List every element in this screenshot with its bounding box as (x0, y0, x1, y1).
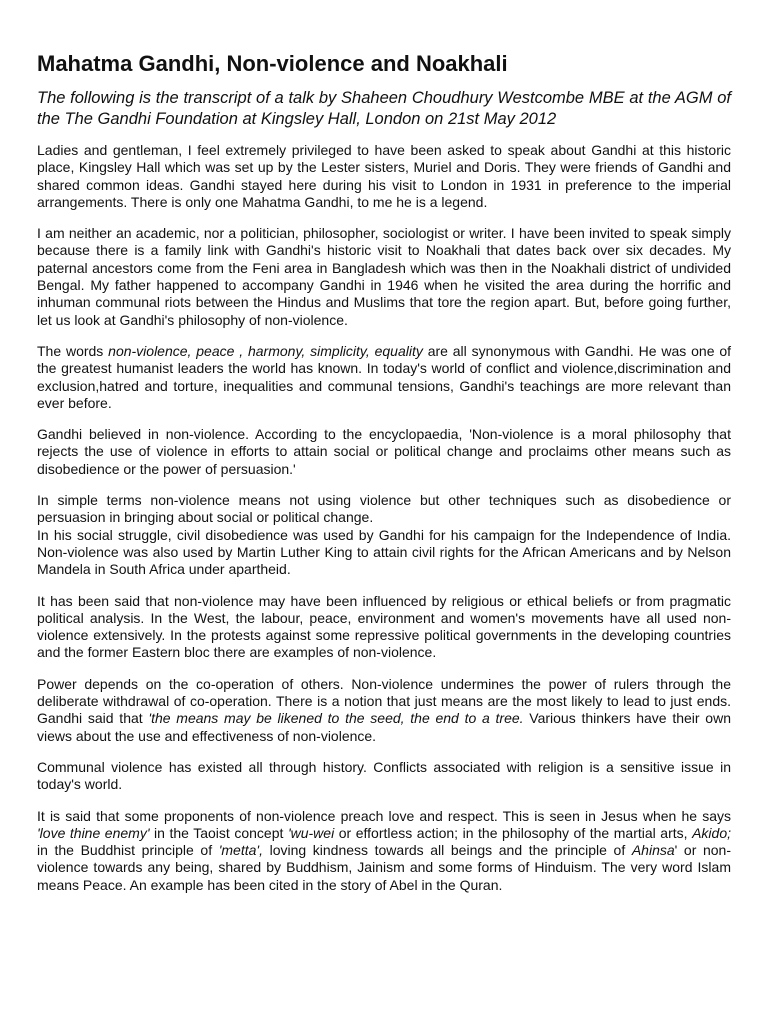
page-title: Mahatma Gandhi, Non-violence and Noakhali (37, 51, 508, 76)
paragraph-definition: Gandhi believed in non-violence. According to the encyclopaedia, 'Non-violence is a moral philosophy that rejects the use of violence in efforts to attain social or political change and proclaims other means such as disobedience or the power of persuasion.' (37, 426, 731, 477)
paragraph-influences: It has been said that non-violence may have been influenced by religious or ethical beliefs or from pragmatic political analysis. In the West, the labour, peace, environment and women's movements have all used non-violence extensively. In the protests against some repressive political governments in the developing countries and the former Eastern bloc there are examples of non-violence. (37, 592, 731, 661)
subtitle: The following is the transcript of a talk by Shaheen Choudhury Westcombe MBE at the AGM of the The Gandhi Foundation at Kingsley Hall, London on 21st May 2012 (37, 89, 731, 128)
paragraph-family-link: I am neither an academic, nor a politician, philosopher, sociologist or writer. I have been invited to speak simply because there is a family link with Gandhi's historic visit to Noakhali that dates back over six decades. My paternal ancestors come from the Feni area in Bangladesh which was then in the Noakhali district of undivided Bengal. My father happened to accompany Gandhi in 1946 when he visited the area during the horrific and inhuman communal riots between the Hindus and Muslims that tore the region apart. But, before going further, let us look at Gandhi's philosophy of non-violence. (37, 225, 731, 328)
paragraph-civil-disobedience: In his social struggle, civil disobedience was used by Gandhi for his campaign for the Independence of India. Non-violence was also used by Martin Luther King to attain civil rights for the African Americans and by Nelson Mandela in South Africa under apartheid. (37, 526, 731, 578)
paragraph-proponents: It is said that some proponents of non-violence preach love and respect. This is seen in Jesus when he says 'love thine enemy' in the Taoist concept 'wu-wei or effortless action; in the philosophy of the martial arts, Akido; in the Buddhist principle of 'metta', loving kindness towards all beings and the principle of Ahinsa' or non-violence towards any being, shared by Buddhism, Jainism and some forms of Hinduism. The very word Islam means Peace. An example has been cited in the story of Abel in the Quran. (37, 807, 732, 893)
paragraph-simple-terms: In simple terms non-violence means not using violence but other techniques such as disobedience or persuasion in bringing about social or political change. (37, 492, 731, 526)
paragraph-power: Power depends on the co-operation of others. Non-violence undermines the power of rulers through the deliberate withdrawal of co-operation. There is a notion that just means are the most likely to lead to just ends. Gandhi said that 'the means may be likened to the seed, the end to a tree. Various thinkers have their own views about the use and effectiveness of non-violence. (37, 675, 731, 744)
paragraph-synonyms: The words non-violence, peace , harmony, simplicity, equality are all synonymous with Gandhi. He was one of the greatest humanist leaders the world has known. In today's world of conflict and violence,discrimination and exclusion,hatred and torture, inequalities and communal tensions, Gandhi's teachings are more relevant than ever before. (37, 342, 731, 411)
paragraph-intro: Ladies and gentleman, I feel extremely privileged to have been asked to speak about Gandhi at this historic place, Kingsley Hall which was set up by the Lester sisters, Muriel and Doris. They were friends of Gandhi and shared common ideas. Gandhi stayed here during his visit to London in 1931 in preference to the imperial arrangements. There is only one Mahatma Gandhi, to me he is a legend. (37, 142, 731, 210)
paragraph-communal-violence: Communal violence has existed all through history. Conflicts associated with religion is a sensitive issue in today's world. (37, 758, 731, 793)
document-body (37, 142, 731, 894)
